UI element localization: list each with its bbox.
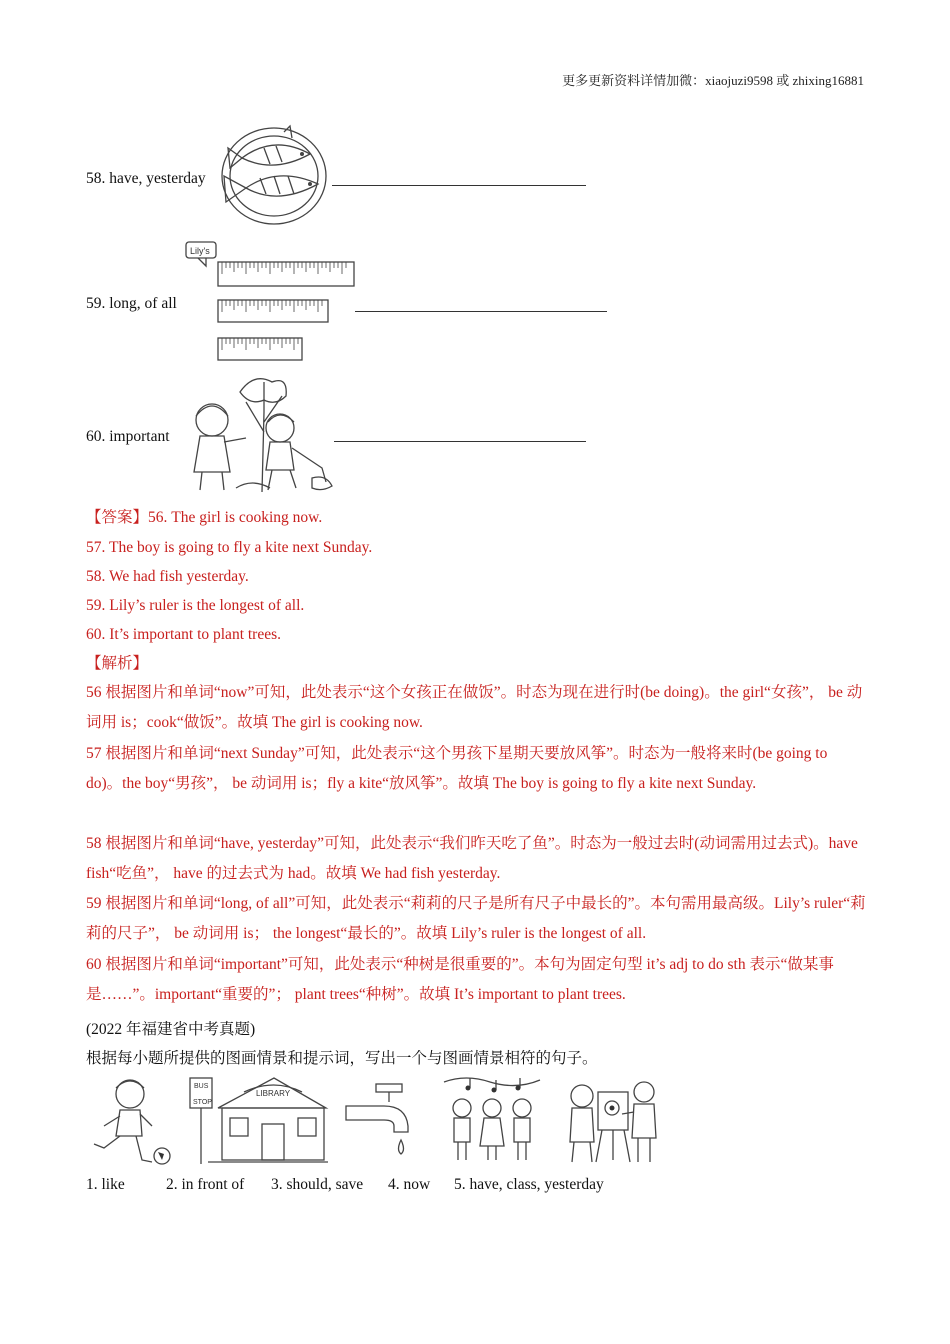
section-instruction: 根据每小题所提供的图画情景和提示词，写出一个与图画情景相符的句子。 (86, 1050, 598, 1067)
library-building-icon (188, 1074, 330, 1166)
answer-line-57: 57. The boy is going to fly a kite next Sunday. (86, 539, 373, 556)
answer-blank-60[interactable] (334, 441, 586, 442)
boy-soccer-icon (90, 1074, 172, 1166)
analysis-item-59: 59 根据图片和单词“long, of all”可知，此处表示“莉莉的尺子是所有尺子中最长的”。本句需用最高级。Lily’s ruler“莉莉的尺子”， be 动词用 is； the longest“最长的”。故填 Lily’s ruler is the longest of all. (86, 895, 866, 942)
question-60-prompt: 60. important (86, 428, 170, 445)
analysis-item-60: 60 根据图片和单词“important”可知，此处表示“种树是很重要的”。本句为固定句型 it’s adj to do sth 表示“做某事是……”。important“重要的”； plant trees“种树”。故填 It’s important to plant trees. (86, 956, 834, 1003)
page-header: 更多更新资料详情加微：xiaojuzi9598 或 zhixing16881 (562, 73, 864, 88)
analysis-item-57: 57 根据图片和单词“next Sunday”可知，此处表示“这个男孩下星期天要放风筝”。时态为一般将来时(be going to do)。the boy“男孩”， be 动词用 is；fly a kite“放风筝”。故填 The boy is going to fly a kite next Sunday. (86, 745, 828, 792)
analysis-title: 【解析】 (86, 655, 149, 672)
prompt-row (86, 1176, 604, 1194)
answer-line-56 (86, 503, 322, 533)
fish-plate-icon (214, 124, 332, 228)
library-sign: LIBRARY (256, 1089, 291, 1098)
answer-line-59: 59. Lily’s ruler is the longest of all. (86, 597, 305, 614)
dripping-tap-icon (344, 1082, 426, 1166)
section-source: (2022 年福建省中考真题) (86, 1021, 256, 1038)
analysis-item-56: 56 根据图片和单词“now”可知，此处表示“这个女孩正在做饭”。时态为现在进行时(be doing)。the girl“女孩”， be 动词用 is；cook“做饭”。故填 The girl is cooking now. (86, 684, 863, 731)
students-painting-icon (562, 1074, 662, 1166)
prompt-5: 5. have, class, yesterday (454, 1176, 604, 1193)
rulers-icon (184, 240, 360, 366)
planting-tree-icon (176, 372, 340, 494)
answer-line-58: 58. We had fish yesterday. (86, 568, 249, 585)
prompt-2: 2. in front of (166, 1176, 245, 1193)
question-59-prompt: 59. long, of all (86, 295, 177, 312)
bus-sign-line2: STOP (193, 1099, 212, 1106)
question-58-prompt: 58. have, yesterday (86, 170, 206, 187)
prompt-4: 4. now (388, 1176, 431, 1193)
bus-sign-line1: BUS (194, 1083, 209, 1090)
answer-title: 【答案】 (86, 509, 149, 526)
answer-blank-58[interactable] (332, 185, 586, 186)
analysis-item-58: 58 根据图片和单词“have, yesterday”可知，此处表示“我们昨天吃了鱼”。时态为一般过去时(动词需用过去式)。have fish“吃鱼”， have 的过去式为 had。故填 We had fish yesterday. (86, 835, 858, 882)
children-singing-icon (440, 1074, 546, 1166)
prompt-3: 3. should, save (271, 1176, 364, 1193)
prompt-1: 1. like (86, 1176, 125, 1193)
ruler-tag-label: Lily's (190, 246, 210, 256)
answer-item: 56. The girl is cooking now. (148, 509, 323, 526)
answer-blank-59[interactable] (355, 311, 607, 312)
answer-line-60: 60. It’s important to plant trees. (86, 626, 282, 643)
